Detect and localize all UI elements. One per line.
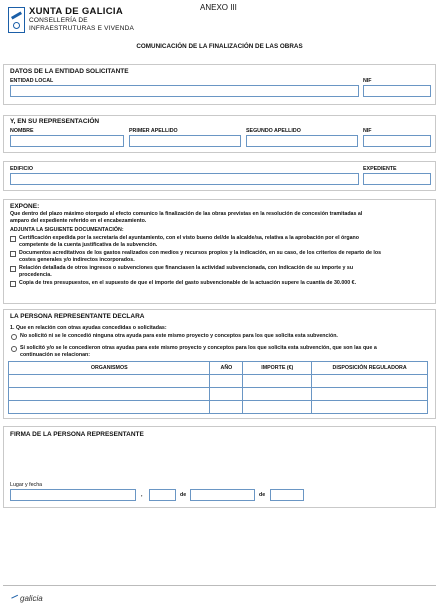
de-separator-2: de <box>259 492 266 498</box>
primer-apellido-field[interactable] <box>129 135 241 147</box>
doc-checkbox-certificacion[interactable] <box>10 236 16 242</box>
col-ano: AÑO <box>210 362 243 375</box>
doc-item-presupuestos: Copia de tres presupuestos, en el supuesto de que el importe del gasto subvencionable de la actuación supere la cuantía de 30.000 €. <box>19 280 357 286</box>
doc-checkbox-ingresos[interactable] <box>10 266 16 272</box>
col-disposicion: DISPOSICIÓN REGULADORA <box>312 362 428 375</box>
table-cell[interactable] <box>312 375 428 388</box>
table-cell[interactable] <box>210 401 243 414</box>
document-title: COMUNICACIÓN DE LA FINALIZACIÓN DE LAS OBRAS <box>136 43 303 50</box>
declara-question: 1. Que en relación con otras ayudas concedidas o solicitadas: <box>10 325 167 331</box>
rep-nif-field[interactable] <box>363 135 431 147</box>
galicia-mark-icon <box>11 595 19 602</box>
lugar-field[interactable] <box>10 489 136 501</box>
rep-nif-label: NIF <box>363 128 372 134</box>
section-entidad <box>3 64 436 105</box>
annex-label: ANEXO III <box>200 3 237 12</box>
footer-divider <box>3 585 436 586</box>
table-cell[interactable] <box>312 388 428 401</box>
entidad-nif-field[interactable] <box>363 85 431 97</box>
option-no-solicito-radio[interactable] <box>11 334 17 340</box>
mes-field[interactable] <box>190 489 255 501</box>
col-importe: IMPORTE (€) <box>243 362 312 375</box>
department-line-1: CONSELLERÍA DE <box>29 17 88 24</box>
section-heading: Y, EN SU REPRESENTACIÓN <box>10 118 100 125</box>
table-header-row <box>9 362 428 375</box>
doc-item-ingresos: Relación detallada de otros ingresos o subvenciones que financiasen la actividad subvencionada, con indicación de su importe y su procedencia. <box>19 265 354 278</box>
nombre-field[interactable] <box>10 135 124 147</box>
entidad-local-field[interactable] <box>10 85 359 97</box>
table-cell[interactable] <box>243 375 312 388</box>
edificio-field[interactable] <box>10 173 359 185</box>
doc-item-certificacion: Certificación expedida por la secretaría del ayuntamiento, con el visto bueno del/de la alcalde/sa, relativa a la aprobación por el órgano competente de la cuenta justificativa de la subvención. <box>19 235 359 248</box>
comma-separator: , <box>141 492 143 498</box>
section-edificio <box>3 161 436 191</box>
lugar-fecha-label: Lugar y fecha <box>10 482 43 488</box>
col-organismos: ORGANISMOS <box>9 362 210 375</box>
section-firma <box>3 426 436 508</box>
doc-checkbox-gastos[interactable] <box>10 251 16 257</box>
table-cell[interactable] <box>210 375 243 388</box>
doc-checkbox-presupuestos[interactable] <box>10 281 16 287</box>
nombre-label: NOMBRE <box>10 128 34 134</box>
option-si-solicito-radio[interactable] <box>11 346 17 352</box>
table-row <box>9 388 428 401</box>
dia-field[interactable] <box>149 489 176 501</box>
section-representacion <box>3 115 436 153</box>
table-cell[interactable] <box>312 401 428 414</box>
org-name: XUNTA DE GALICIA <box>29 6 123 17</box>
ano-field[interactable] <box>270 489 304 501</box>
option-no-solicito-label: No solicitó ni se le concedió ninguna otra ayuda para este mismo proyecto y conceptos para los que solicita esta subvención. <box>20 333 338 339</box>
table-cell[interactable] <box>9 388 210 401</box>
expone-text: Que dentro del plazo máximo otorgado al efecto comunico la finalización de las obras previstas en la resolución de concesión tramitadas al amparo del expediente referido en el encabezamiento. <box>10 211 363 224</box>
section-heading: EXPONE: <box>10 203 40 210</box>
table-row <box>9 401 428 414</box>
department-line-2: INFRAESTRUTURAS E VIVENDA <box>29 25 135 32</box>
table-cell[interactable] <box>9 375 210 388</box>
option-si-solicito-label: Sí solicitó y/o se le concedieron otras ayudas para este mismo proyecto y conceptos para los que solicita esta subvención, que son las que a continuación se relacionan: <box>20 345 377 358</box>
section-heading: FIRMA DE LA PERSONA REPRESENTANTE <box>10 431 144 438</box>
footer-galicia-logo: galicia <box>12 594 43 603</box>
xunta-logo-icon <box>8 7 25 33</box>
section-heading: DATOS DE LA ENTIDAD SOLICITANTE <box>10 68 129 75</box>
de-separator-1: de <box>180 492 187 498</box>
expediente-label: EXPEDIENTE <box>363 166 397 172</box>
segundo-apellido-label: SEGUNDO APELLIDO <box>246 128 301 134</box>
table-row <box>9 375 428 388</box>
nif-label: NIF <box>363 78 372 84</box>
primer-apellido-label: PRIMER APELLIDO <box>129 128 178 134</box>
table-cell[interactable] <box>243 401 312 414</box>
segundo-apellido-field[interactable] <box>246 135 358 147</box>
table-cell[interactable] <box>243 388 312 401</box>
table-cell[interactable] <box>9 401 210 414</box>
ayudas-table <box>8 361 428 414</box>
table-cell[interactable] <box>210 388 243 401</box>
adjunta-heading: ADJUNTA LA SIGUIENTE DOCUMENTACIÓN: <box>10 227 124 233</box>
edificio-label: EDIFICIO <box>10 166 33 172</box>
doc-item-gastos: Documentos acreditativos de los gastos realizados con medios y recursos propios y la indicación, en su caso, de los criterios de reparto de los costes generales y/o indirectos incorporados. <box>19 250 382 263</box>
section-heading: LA PERSONA REPRESENTANTE DECLARA <box>10 313 145 320</box>
expediente-field[interactable] <box>363 173 431 185</box>
section-expone <box>3 199 436 304</box>
entidad-local-label: ENTIDAD LOCAL <box>10 78 54 84</box>
